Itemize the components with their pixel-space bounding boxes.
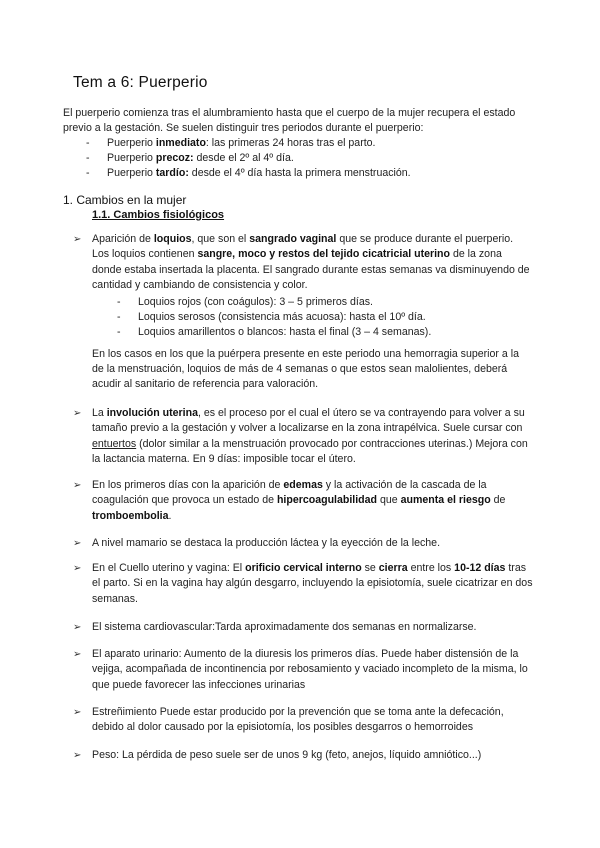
- dash-marker: -: [117, 296, 121, 308]
- period-label: Puerperio: [107, 167, 156, 180]
- dash-marker: -: [86, 167, 90, 180]
- arrow-bullet-icon: ➢: [73, 622, 82, 633]
- list-item: [86, 151, 411, 166]
- list-item: - Loquios rojos (con coágulos): 3 – 5 primeros días.: [117, 295, 431, 310]
- bullet-involucion: ➢ La involución uterina, es el proceso por el cual el útero se va contrayendo para volver a su tamaño previo a la gestación y volver a localizarse en la zona intrapélvica. Suele cursar con entuertos (dolor similar a la menstruación provocado por contracciones uterinas.) Mejora con la lactancia materna. En 9 días: imposible tocar el útero.: [73, 406, 533, 468]
- dash-marker: -: [117, 326, 121, 339]
- arrow-bullet-icon: ➢: [73, 408, 82, 419]
- period-desc: desde el 4º día hasta la primera menstruación.: [188, 167, 411, 180]
- periods-list: [86, 136, 411, 182]
- bullet-urinario: ➢ El aparato urinario: Aumento de la diuresis los primeros días. Puede haber distensión de la vejiga, acompañada de incontinencia por rebosamiento y vaciado incompleto de la misma, lo que puede favorecer las infecciones urinarias: [73, 647, 533, 693]
- list-item: [86, 136, 411, 151]
- period-label: Puerperio: [107, 137, 156, 149]
- arrow-bullet-icon: ➢: [73, 750, 82, 761]
- list-item: [86, 166, 411, 181]
- period-name: inmediato: [155, 137, 206, 149]
- bullet-loquios: ➢ Aparición de loquios, que son el sangrado vaginal que se produce durante el puerperio. Los loquios contienen sangre, moco y restos del tejido cicatricial uterino de la zona donde estaba insertada la placenta. El sangrado durante estas semanas va disminuyendo de cantidad y cambiando de consistencia y color.: [73, 232, 533, 294]
- arrow-bullet-icon: ➢: [73, 234, 82, 245]
- period-desc: : las primeras 24 horas tras el parto.: [205, 137, 376, 149]
- period-name: tardío:: [155, 167, 189, 180]
- page-title: Tem a 6: Puerperio: [73, 74, 208, 91]
- list-item: - Loquios serosos (consistencia más acuosa): hasta el 10º día.: [117, 310, 431, 325]
- bullet-cuello: ➢ En el Cuello uterino y vagina: El orificio cervical interno se cierra entre los 10-12 días tras el parto. Si en la vagina hay algún desgarro, incluyendo la episiotomía, suele cicatrizar en dos semanas.: [73, 561, 533, 607]
- bullet-cardiovascular: ➢ El sistema cardiovascular:Tarda aproximadamente dos semanas en normalizarse.: [73, 620, 533, 635]
- dash-marker: -: [86, 152, 90, 165]
- arrow-bullet-icon: ➢: [73, 480, 82, 491]
- period-name: precoz:: [155, 152, 194, 165]
- arrow-bullet-icon: ➢: [73, 707, 82, 718]
- period-desc: desde el 2º al 4º día.: [193, 152, 294, 165]
- bullet-peso: ➢ Peso: La pérdida de peso suele ser de unos 9 kg (feto, anejos, líquido amniótico...): [73, 748, 533, 763]
- list-item: - Loquios amarillentos o blancos: hasta el final (3 – 4 semanas).: [117, 325, 431, 340]
- arrow-bullet-icon: ➢: [73, 649, 82, 660]
- dash-marker: -: [117, 311, 121, 324]
- arrow-bullet-icon: ➢: [73, 538, 82, 549]
- bullet-mamario: ➢ A nivel mamario se destaca la producción láctea y la eyección de la leche.: [73, 536, 533, 551]
- intro-paragraph: El puerperio comienza tras el alumbramiento hasta que el cuerpo de la mujer recupera el estado previo a la gestación. Se suelen distinguir tres periodos durante el puerperio:: [63, 107, 516, 135]
- period-label: Puerperio: [107, 152, 156, 165]
- subsection-heading: 1.1. Cambios fisiológicos: [92, 209, 225, 221]
- loquios-types-list: [117, 295, 431, 341]
- loquios-note: En los casos en los que la puérpera presente en este periodo una hemorragia superior a la de la menstruación, loquios de más de 4 semanas o que estos sean malolientes, deberá acudir al sanitario de referencia para valoración.: [92, 348, 519, 391]
- dash-marker: -: [86, 137, 90, 149]
- arrow-bullet-icon: ➢: [73, 563, 82, 574]
- bullet-edemas: ➢ En los primeros días con la aparición de edemas y la activación de la cascada de la coagulación que provoca un estado de hipercoagulabilidad que aumenta el riesgo de tromboembolia.: [73, 478, 533, 524]
- bullet-estrenimiento: ➢ Estreñimiento Puede estar producido por la prevención que se toma ante la defecación, debido al dolor causado por la episiotomía, los posibles desgarros o hemorroides: [73, 705, 533, 736]
- section-heading: 1. Cambios en la mujer: [63, 193, 187, 207]
